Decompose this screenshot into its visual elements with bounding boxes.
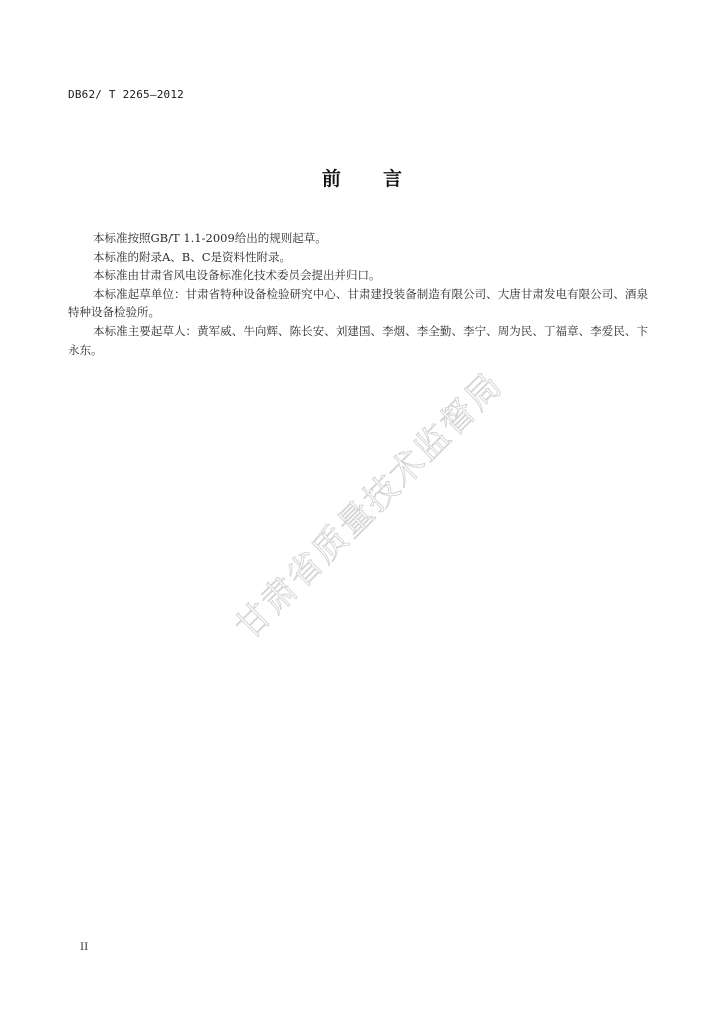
paragraph-drafting-rules: 本标准按照GB/T 1.1-2009给出的规则起草。	[93, 231, 327, 245]
standard-code: DB62/ T 2265—2012	[68, 88, 184, 101]
page-number: II	[80, 941, 89, 953]
title-char-2: 言	[383, 168, 403, 190]
page-title	[0, 164, 724, 191]
watermark: 甘肃省质量技术监督局	[228, 364, 511, 648]
paragraph-drafters: 本标准主要起草人：黄军威、牛向辉、陈长安、刘建国、李烟、李全勤、李宁、周为民、丁福章、李爱民、卞永东。	[68, 323, 648, 357]
title-char-1: 前	[321, 168, 341, 190]
paragraph-appendices: 本标准的附录A、B、C是资料性附录。	[93, 249, 292, 264]
foreword-body	[68, 229, 648, 359]
paragraph-drafting-units: 本标准起草单位：甘肃省特种设备检验研究中心、甘肃建投装备制造有限公司、大唐甘肃发电有限公司、酒泉特种设备检验所。	[68, 286, 648, 320]
paragraph-proposer: 本标准由甘肃省风电设备标准化技术委员会提出并归口。	[93, 268, 381, 283]
